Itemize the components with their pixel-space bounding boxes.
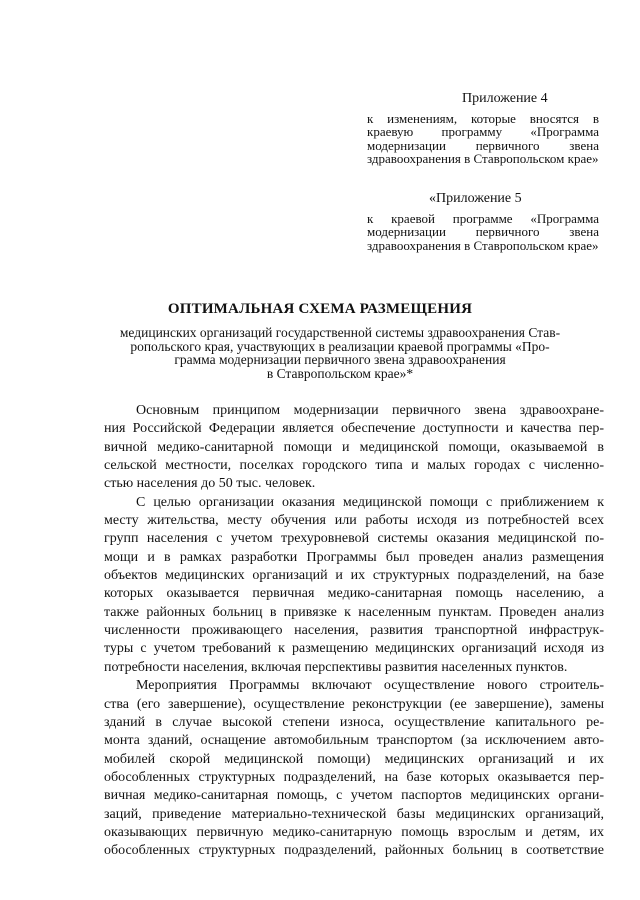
body-line: месту жительства, месту обучения или работы исходя из потребностей всех bbox=[104, 513, 604, 529]
body-line: потребности населения, включая перспективы развития населенных пунктов. bbox=[104, 659, 568, 675]
body-line: ния Российской Федерации является обеспечение доступности и качества пер- bbox=[104, 421, 604, 437]
body-line: также районных больниц в привязке к населенным пунктам. Проведен анализ bbox=[104, 604, 604, 620]
subtitle-line: грамма модернизации первичного звена здравоохранения bbox=[174, 352, 506, 368]
body-line: оказывающих первичную медико-санитарную помощь взрослым и детям, их bbox=[104, 824, 604, 840]
appendix-5-text: к краевой программе «Программа модернизации первичного звена здравоохранения в Ставропольском крае» bbox=[367, 211, 599, 253]
document-body bbox=[104, 402, 604, 861]
body-line: Мероприятия Программы включают осуществление нового строитель- bbox=[136, 678, 604, 694]
body-line: мощи и в рамках разработки Программы был проведен анализ размещения bbox=[104, 549, 604, 565]
body-line: обособленных структурных подразделений, районных больниц в соответствие bbox=[104, 843, 604, 859]
body-line: С целью организации оказания медицинской помощи с приближением к bbox=[136, 494, 604, 510]
body-line: зданий в случае высокой степени износа, осуществление капитального ре- bbox=[104, 714, 604, 730]
body-line: мобилей скорой медицинской помощи) медицинских организаций и их bbox=[104, 751, 604, 767]
body-line: заций, приведение материально-технической базы медицинских организаций, bbox=[104, 806, 604, 822]
body-line: численности проживающего населения, развития транспортной инфраструк- bbox=[104, 623, 604, 639]
appendix-4-text: к изменениям, которые вносятся в краевую программу «Программа модернизации первичного звена здравоохранения в Ставропольском крае» bbox=[367, 111, 599, 167]
body-line: ства (его завершение), осуществление реконструкции (ее завершение), замены bbox=[104, 696, 604, 712]
appendix-5-label: «Приложение 5 bbox=[429, 191, 522, 206]
paragraph-3 bbox=[104, 677, 604, 860]
body-line: монта зданий, оснащение автомобильным транспортом (за исключением авто- bbox=[104, 733, 604, 749]
document-subtitle bbox=[100, 326, 580, 380]
body-line: стью населения до 50 тыс. человек. bbox=[104, 476, 316, 492]
subtitle-line: ропольского края, участвующих в реализации краевой программы «Про- bbox=[130, 338, 550, 354]
document-title: ОПТИМАЛЬНАЯ СХЕМА РАЗМЕЩЕНИЯ bbox=[167, 301, 473, 317]
body-line: которых оказывается первичная медико-санитарная помощь населению, а bbox=[104, 586, 604, 602]
body-line: вичная медико-санитарная помощь, с учетом паспортов медицинских органи- bbox=[104, 788, 604, 804]
body-line: групп населения с учетом трехуровневой системы оказания медицинской по- bbox=[104, 531, 604, 547]
body-line: туры с учетом требований к размещению медицинских организаций исходя из bbox=[104, 641, 604, 657]
body-line: вичной медико-санитарной помощи и медицинской помощи, оказываемой в bbox=[104, 439, 604, 455]
appendix-4-label: Приложение 4 bbox=[462, 91, 548, 106]
body-line: сельской местности, поселках городского типа и малых городах с численно- bbox=[104, 458, 604, 474]
paragraph-1 bbox=[104, 402, 604, 494]
body-line: объектов медицинских организаций и их структурных подразделений, на базе bbox=[104, 568, 604, 584]
paragraph-2 bbox=[104, 494, 604, 677]
subtitle-line: медицинских организаций государственной системы здравоохранения Став- bbox=[119, 325, 561, 340]
subtitle-line: в Ставропольском крае»* bbox=[266, 365, 414, 381]
body-line: обособленных структурных подразделений, на базе которых оказывается пер- bbox=[104, 769, 604, 785]
body-line: Основным принципом модернизации первичного звена здравоохране- bbox=[136, 403, 604, 418]
